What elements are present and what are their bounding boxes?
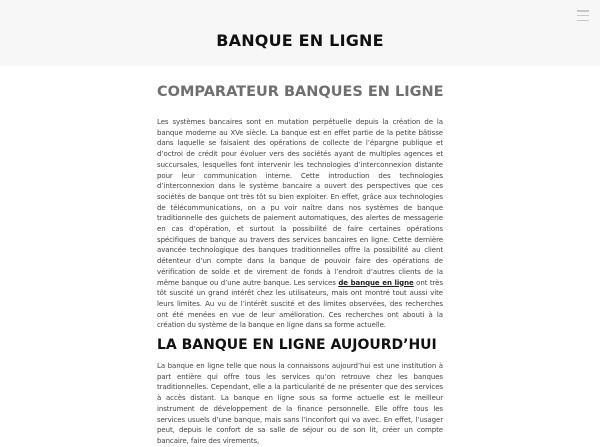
intro-text-after-link: ont très tôt suscité un grand intérêt chez les utilisateurs, mais ont montré tout aussi vite leurs limites. Au vu de l’intérêt suscité et des limites observées, des recherches ont été menées en vue de leur amélioration. Ces recherches ont abouti à la création du système de la banque en ligne dans sa forme actuelle.	[157, 278, 443, 330]
site-header	[0, 0, 600, 66]
page-title: COMPARATEUR BANQUES EN LIGNE	[157, 84, 444, 100]
intro-paragraph	[157, 117, 443, 331]
intro-text-before-link: Les systèmes bancaires sont en mutation perpétuelle depuis la création de la banque moderne au XVe siècle. La banque est en effet partie de la petite bâtisse dans laquelle se faisaient des opérations de collecte de l’épargne publique et d’octroi de crédit pour évoluer vers des sociétés ayant de multiples agences et succursales, lesquelles font intervenir les technologies d’interconnexion distante pour leur communication interne. Cette introduction des technologies d’interconnexion dans le système bancaire a ouvert des perspectives que ces sociétés de banque ont très tôt su bien exploiter. En effet, grâce aux technologies de télécommunications, on a pu voir naître dans nos systèmes de banque traditionnelle des guichets de paiement automatiques, des alertes de messagerie en cas d’opération, et surtout la possibilité de faire certaines opérations spécifiques de banque au travers des services bancaires en ligne. Cette dernière avancée technologique des banques traditionnelles offre la possibilité au client détenteur d’un compte dans la banque de pouvoir faire des opérations de vérification de solde et de virement de fonds à l’endroit d’autres clients de la même banque ou d’une autre banque. Les services	[157, 118, 443, 287]
menu-bar	[577, 15, 589, 17]
section-title: LA BANQUE EN LIGNE AUJOURD’HUI	[157, 337, 437, 354]
menu-bar	[577, 20, 589, 22]
main-content	[157, 84, 443, 447]
menu-bar	[577, 10, 589, 12]
hamburger-menu-icon[interactable]	[577, 10, 589, 21]
section-paragraph: La banque en ligne telle que nous la connaissons aujourd’hui est une institution à part entière qui offre tous les services qu’on retrouve chez les banques traditionnelles. Cependant, elle a la particularité de ne présenter que des services à accès distant. La banque en ligne sous sa forme actuelle est le meilleur instrument de développement de la finance personnelle. Elle offre tous les services usuels d’une banque, mais sans l’inconfort qui va avec. En effet, l’usager peut, depuis le confort de sa salle de séjour ou de son lit, créer un compte bancaire, faire des virements,	[157, 362, 443, 445]
site-title[interactable]: BANQUE EN LIGNE	[216, 31, 384, 50]
banque-en-ligne-link[interactable]: de banque en ligne	[338, 278, 414, 287]
